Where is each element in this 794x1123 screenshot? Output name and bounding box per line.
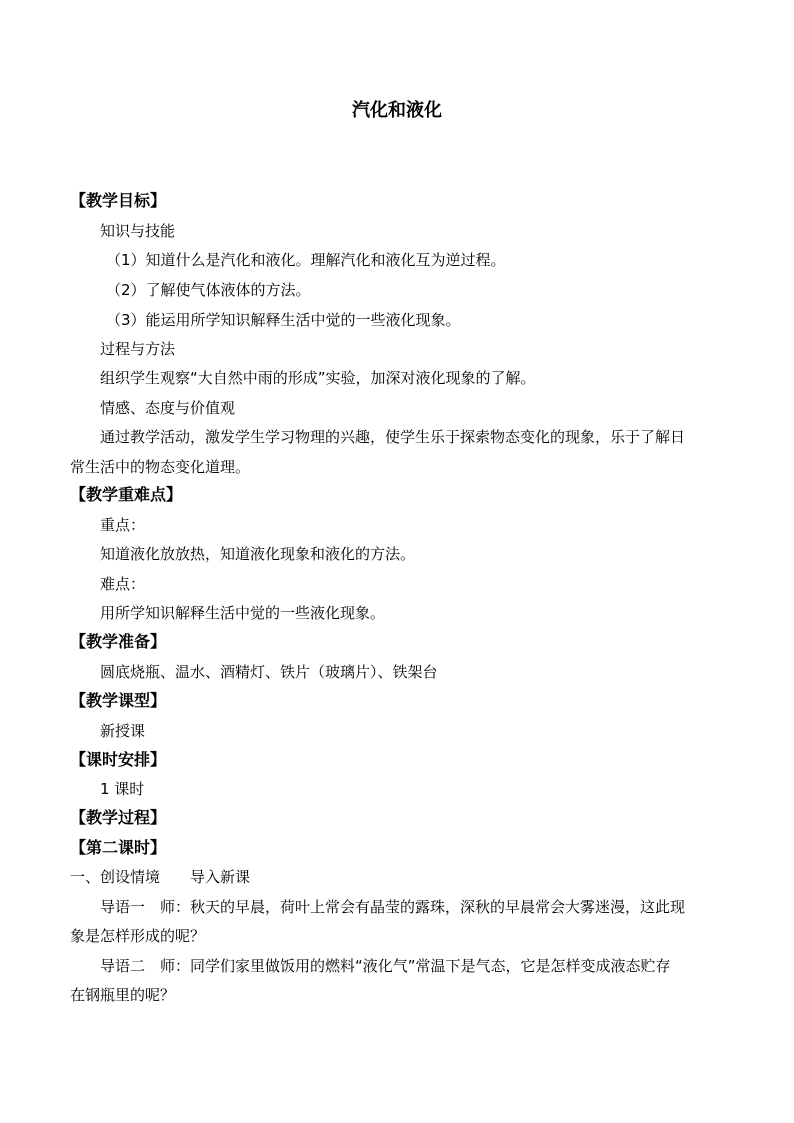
section-heading-preparation: 【教学准备】 <box>70 632 167 651</box>
section-heading-lesson-type: 【教学课型】 <box>70 691 167 710</box>
difficulty-text: 用所学知识解释生活中觉的一些液化现象。 <box>100 604 386 622</box>
section-heading-goals: 【教学目标】 <box>70 191 167 210</box>
preparation-text: 圆底烧瓶、温水、酒精灯、铁片（玻璃片）、铁架台 <box>100 663 438 681</box>
subheading-knowledge: 知识与技能 <box>100 222 176 240</box>
emotion-text-line-2: 常生活中的物态变化道理。 <box>70 458 251 476</box>
lead-1-line-1: 导语一 师：秋天的早晨，荷叶上常会有晶莹的露珠，深秋的早晨常会大雾迷漫，这此现 <box>100 898 686 916</box>
lead-1-line-2: 象是怎样形成的呢？ <box>70 927 206 945</box>
section-heading-process: 【教学过程】 <box>70 808 167 827</box>
difficulty-label: 难点： <box>100 575 146 593</box>
section-label: 一、创设情境 <box>70 868 161 886</box>
section-sub-label: 导入新课 <box>190 868 251 886</box>
process-text: 组织学生观察“大自然中雨的形成”实验，加深对液化现象的了解。 <box>100 369 536 387</box>
section-heading-key-points: 【教学重难点】 <box>70 485 183 504</box>
section-heading-second-period: 【第二课时】 <box>70 838 167 857</box>
emotion-text-line-1: 通过教学活动，激发学生学习物理的兴趣，使学生乐于探索物态变化的现象，乐于了解日 <box>100 428 686 446</box>
document-title: 汽化和液化 <box>352 100 442 121</box>
lesson-type-text: 新授课 <box>100 722 146 740</box>
lead-2-line-1: 导语二 师：同学们家里做饭用的燃料“液化气”常温下是气态，它是怎样变成液态贮存 <box>100 957 671 975</box>
goal-item-2: （2）了解使气体液体的方法。 <box>106 281 311 299</box>
goal-item-1: （1）知道什么是汽化和液化。理解汽化和液化互为逆过程。 <box>106 251 506 269</box>
schedule-text: 1 课时 <box>100 780 145 798</box>
focus-text: 知道液化放放热，知道液化现象和液化的方法。 <box>100 545 416 563</box>
lead-2-line-2: 在钢瓶里的呢？ <box>70 986 176 1004</box>
focus-label: 重点： <box>100 516 146 534</box>
subheading-process: 过程与方法 <box>100 340 176 358</box>
section-heading-schedule: 【课时安排】 <box>70 750 167 769</box>
section-intro-line <box>70 865 730 889</box>
subheading-emotion: 情感、态度与价值观 <box>100 399 236 417</box>
goal-item-3: （3）能运用所学知识解释生活中觉的一些液化现象。 <box>106 311 461 329</box>
